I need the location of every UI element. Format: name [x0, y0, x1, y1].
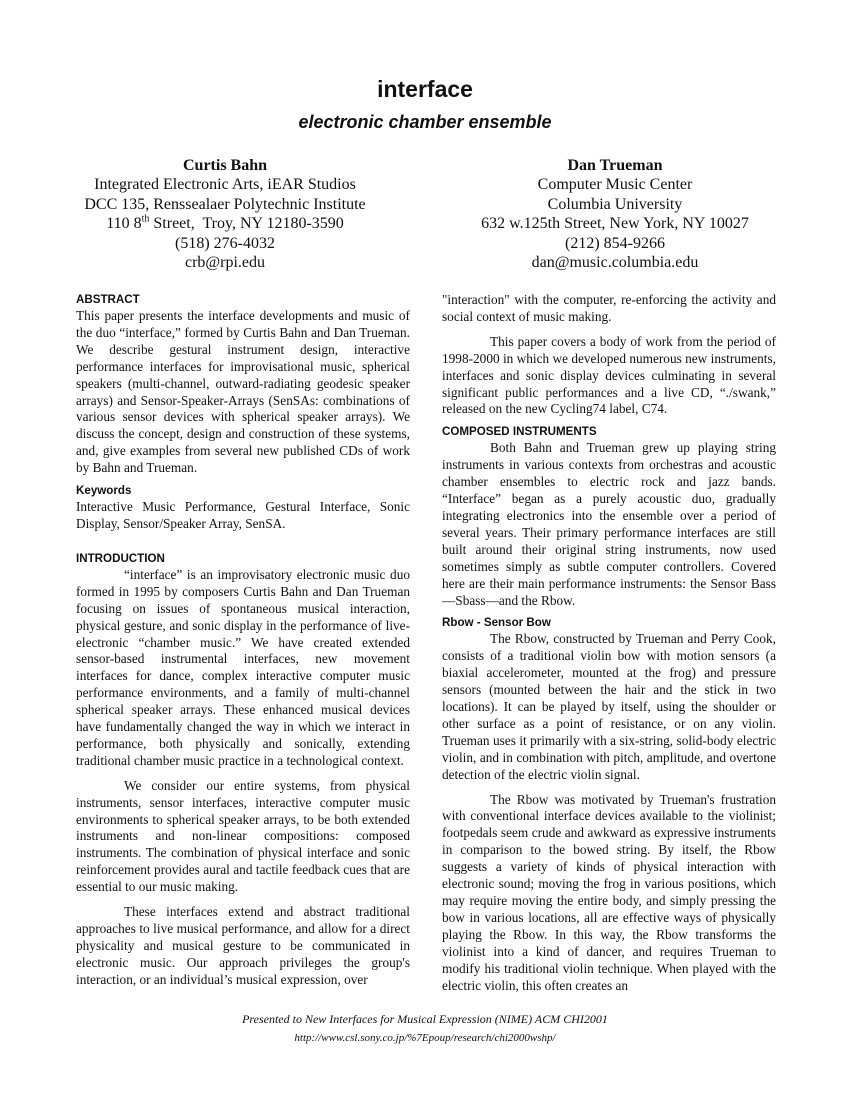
address-rest: Street, Troy, NY 12180-3590 — [149, 215, 344, 233]
author-institution: DCC 135, Renssealaer Polytechnic Institute — [84, 195, 366, 213]
keywords-text: Interactive Music Performance, Gestural Interface, Sonic Display, Sensor/Speaker Array, SenSA. — [76, 499, 410, 531]
rbow-heading: Rbow - Sensor Bow — [442, 616, 551, 630]
paper-subtitle: electronic chamber ensemble — [298, 112, 552, 132]
keywords-heading: Keywords — [76, 484, 132, 498]
intro-continuation: "interaction" with the computer, re-enforcing the activity and social context of music making. — [442, 292, 776, 324]
author-name: Dan Trueman — [567, 157, 663, 174]
composed-instruments-text: Both Bahn and Trueman grew up playing string instruments in various contexts from orchestras and acoustic chamber ensembles to electric rock and jazz bands. “Interface” began as a purely acoustic duo, gradually integrating electronics into the ensemble over a period of several years. Their primary performance interfaces are still built around their original string instruments, now used sometimes simply as subtle computer controllers. Covered here are their main performance instruments: the Sensor Bass—Sbass—and the Rbow. — [442, 440, 776, 608]
author-address — [60, 214, 390, 233]
author-name: Curtis Bahn — [182, 157, 268, 174]
right-column — [442, 292, 776, 994]
address-superscript: th — [141, 213, 150, 225]
author-affiliation: Computer Music Center — [537, 176, 693, 194]
rbow-paragraph-1: The Rbow, constructed by Trueman and Perry Cook, consists of a traditional violin bow with motion sensors (a biaxial accelerometer, mounted at the frog) and pressure sensors (mounted between the hair and the stick in two locations). It can be played by itself, using the shoulder or other surface as a point of resistance, or on any violin. Trueman uses it primarily with a six-string, solid-body electric violin, and in combination with pitch, amplitude, and overtone detection of the electric violin signal. — [442, 631, 776, 782]
coverage-paragraph: This paper covers a body of work from the period of 1998-2000 in which we developed numerous new instruments, interfaces and sonic display devices culminating in several significant public performances and a live CD, “./swank,” released on the new Cycling74 label, C74. — [442, 333, 776, 417]
rbow-paragraph-2: The Rbow was motivated by Trueman's frustration with conventional interface devices available to the violinist; footpedals seem crude and awkward as expressive instruments in comparison to the bowed string. By itself, the Rbow suggests a variety of kinds of physical interaction with electronic sound; moving the frog in various positions, which may require moving the entire body, and simply pressing the bow in various locations, all are effective ways of physically playing the Rbow. In this way, the Rbow transforms the violinist into a kind of dancer, and requires Trueman to modify his traditional violin technique. When played with the electric violin, this often creates an — [442, 791, 776, 993]
author-email: crb@rpi.edu — [184, 254, 266, 272]
address-number: 110 8 — [106, 215, 142, 233]
footer-venue: Presented to New Interfaces for Musical Expression (NIME) ACM CHI2001 — [242, 1012, 608, 1026]
author-block-trueman — [440, 156, 790, 272]
intro-paragraph-1: “interface” is an improvisatory electronic music duo formed in 1995 by composers Curtis Bahn and Dan Trueman focusing on issues of spontaneous musical interaction, physical gesture, and sonic display in the performance of live-electronic “chamber music.” We have created extended sensor-based instrumental interfaces, new movement interfaces for dance, complex interactive computer music performance environments, and a family of multi-channel spherical speaker arrays. These enhanced musical devices have fundamentally changed the way in which we interact in performance, both physically and sonically, extending traditional chamber music practice in a technological context. — [76, 566, 410, 768]
author-address: 632 w.125th Street, New York, NY 10027 — [481, 215, 749, 233]
footer-url[interactable]: http://www.csl.sony.co.jp/%7Epoup/research/chi2000wshp/ — [294, 1032, 556, 1044]
author-block-bahn — [60, 156, 390, 272]
author-phone: (212) 854-9266 — [565, 234, 665, 252]
intro-paragraph-3: These interfaces extend and abstract traditional approaches to live musical performance, and allow for a direct physicality and musical gesture to be communicated in electronic music. Our approach privileges the group's interaction, or an individual’s musical expression, over — [76, 904, 410, 987]
introduction-heading: INTRODUCTION — [76, 551, 165, 565]
paper-title: interface — [377, 76, 473, 102]
intro-paragraph-2: We consider our entire systems, from physical instruments, sensor interfaces, interactive computer music environments to spherical speaker arrays, to be both extended instruments and non-linear compositions: composed instruments. The combination of physical interface and sonic reinforcement provides aural and tactile feedback cues that are essential to our music making. — [76, 777, 410, 895]
author-institution: Columbia University — [547, 195, 683, 213]
abstract-heading: ABSTRACT — [76, 293, 140, 306]
composed-instruments-heading: COMPOSED INSTRUMENTS — [442, 425, 597, 439]
author-affiliation: Integrated Electronic Arts, iEAR Studios — [94, 176, 356, 194]
abstract-text: This paper presents the interface developments and music of the duo “interface,” formed by Curtis Bahn and Dan Trueman. We describe gestural instrument design, interactive performance interfaces for improvisational music, spherical speakers (multi-channel, outward-radiating geodesic speaker arrays) and Sensor-Speaker-Arrays (SenSAs: combinations of various sensor devices with spherical speaker arrays). We discuss the concept, design and construction of these systems, and, give examples from several new published CDs of work by Bahn and Trueman. — [76, 308, 410, 476]
left-column — [76, 292, 410, 989]
author-email: dan@music.columbia.edu — [531, 254, 699, 272]
author-phone: (518) 276-4032 — [175, 234, 275, 252]
